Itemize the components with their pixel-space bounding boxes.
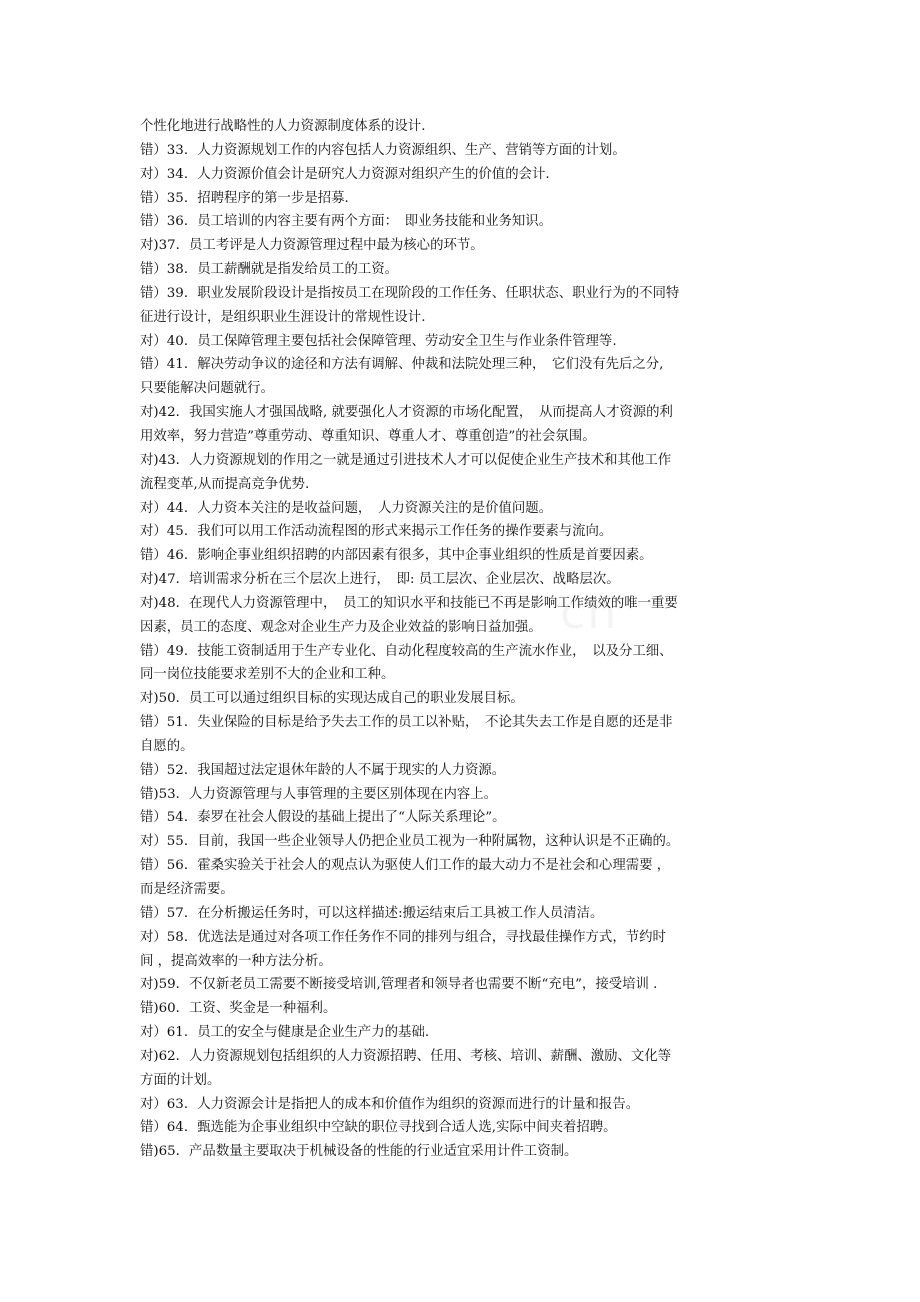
text-line: 错）46．影响企事业组织招聘的内部因素有很多，其中企事业组织的性质是首要因素。 [140, 548, 653, 564]
text-line: 自愿的。 [140, 738, 194, 754]
text-line: 对）58．优选法是通过对各项工作任务作不同的排列与组合，寻找最佳操作方式，节约时 [140, 929, 666, 945]
text-line: 对）34．人力资源价值会计是研究人力资源对组织产生的价值的会计. [140, 166, 550, 182]
text-line: 错）57．在分析搬运任务时，可以这样描述:搬运结束后工具被工作人员清洁。 [140, 905, 604, 921]
text-line: 只要能解决问题就行。 [140, 381, 274, 397]
text-line: 间 ，提高效率的一种方法分析。 [140, 953, 332, 969]
text-line: 方面的计划。 [140, 1072, 221, 1088]
text-line: 对）45．我们可以用工作活动流程图的形式来揭示工作任务的操作要素与流向。 [140, 524, 613, 540]
text-line: 对)48．在现代人力资源管理中， 员工的知识水平和技能已不再是影响工作绩效的唯一重要 [140, 595, 678, 611]
text-line: 错）64．甄选能为企事业组织中空缺的职位寻找到合适人选,实际中间夹着招聘。 [140, 1120, 617, 1136]
text-line: 个性化地进行战略性的人力资源制度体系的设计. [140, 119, 426, 134]
text-line: 对)62．人力资源规划包括组织的人力资源招聘、任用、考核、培训、薪酬、激励、文化等 [140, 1048, 672, 1064]
text-line: 错）49．技能工资制适用于生产专业化、自动化程度较高的生产流水作业， 以及分工细、 [140, 643, 673, 659]
text-line: 因素，员工的态度、观念对企业生产力及企业效益的影响日益加强。 [140, 619, 542, 635]
text-line: 错）51．失业保险的目标是给予失去工作的员工以补贴， 不论其失去工作是自愿的还是非 [140, 715, 673, 731]
document-body [140, 115, 790, 1164]
text-line: 对）55．目前，我国一些企业领导人仍把企业员工视为一种附属物，这种认识是不正确的。 [140, 834, 680, 850]
text-line: 征进行设计，是组织职业生涯设计的常规性设计. [140, 309, 426, 325]
text-line: 用效率，努力营造”尊重劳动、尊重知识、尊重人才、尊重创造”的社会氛围。 [140, 428, 596, 444]
text-line: 错）33．人力资源规划工作的内容包括人力资源组织、生产、营销等方面的计划。 [140, 142, 626, 158]
text-line: 同一岗位技能要求差别不大的企业和工种。 [140, 667, 395, 683]
text-line: 对)47．培训需求分析在三个层次上进行， 即: 员工层次、企业层次、战略层次。 [140, 572, 620, 588]
text-line: 对）61．员工的安全与健康是企业生产力的基础. [140, 1025, 430, 1041]
text-line: 错)53．人力资源管理与人事管理的主要区别体现在内容上。 [140, 786, 498, 802]
text-line: 错）39．职业发展阶段设计是指按员工在现阶段的工作任务、任职状态、职业行为的不同特 [140, 285, 680, 301]
text-line: 错）56．霍桑实验关于社会人的观点认为驱使人们工作的最大动力不是社会和心理需要 ， [140, 858, 671, 874]
text-line: 对)37．员工考评是人力资源管理过程中最为核心的环节。 [140, 238, 484, 254]
text-line: 对)50．员工可以通过组织目标的实现达成自己的职业发展目标。 [140, 691, 524, 707]
text-line: 对）44．人力资本关注的是收益问题， 人力资源关注的是价值问题。 [140, 500, 553, 516]
text-line: 错）35．招聘程序的第一步是招募. [140, 190, 349, 206]
text-line: 错）41．解决劳动争议的途径和方法有调解、仲裁和法院处理三种， 它们没有先后之分, [140, 357, 664, 373]
text-line: 错)60．工资、奖金是一种福利。 [140, 1001, 337, 1017]
text-line: 流程变革,从而提高竞争优势. [140, 476, 310, 492]
text-line: 错）52．我国超过法定退休年龄的人不属于现实的人力资源。 [140, 762, 506, 778]
text-line: 对)43．人力资源规划的作用之一就是通过引进技术人才可以促使企业生产技术和其他工作 [140, 452, 672, 468]
text-line: 错）36．员工培训的内容主要有两个方面： 即业务技能和业务知识。 [140, 214, 553, 230]
text-line: 错)65．产品数量主要取决于机械设备的性能的行业适宜采用计件工资制。 [140, 1144, 578, 1160]
text-line: 对）63．人力资源会计是指把人的成本和价值作为组织的资源而进行的计量和报告。 [140, 1096, 640, 1112]
text-line: 错）38．员工薪酬就是指发给员工的工资。 [140, 262, 399, 278]
text-line: 对)42．我国实施人才强国战略, 就要强化人才资源的市场化配置， 从而提高人才资源的利 [140, 405, 673, 421]
text-line: 而是经济需要。 [140, 882, 234, 897]
text-line: 错）54．泰罗在社会人假设的基础上提出了“人际关系理论”。 [140, 810, 506, 826]
text-line: 对)59．不仅新老员工需要不断接受培训,管理者和领导者也需要不断“充电”，接受培训 . [140, 977, 658, 993]
text-line: 对）40．员工保障管理主要包括社会保障管理、劳动安全卫生与作业条件管理等. [140, 333, 617, 349]
